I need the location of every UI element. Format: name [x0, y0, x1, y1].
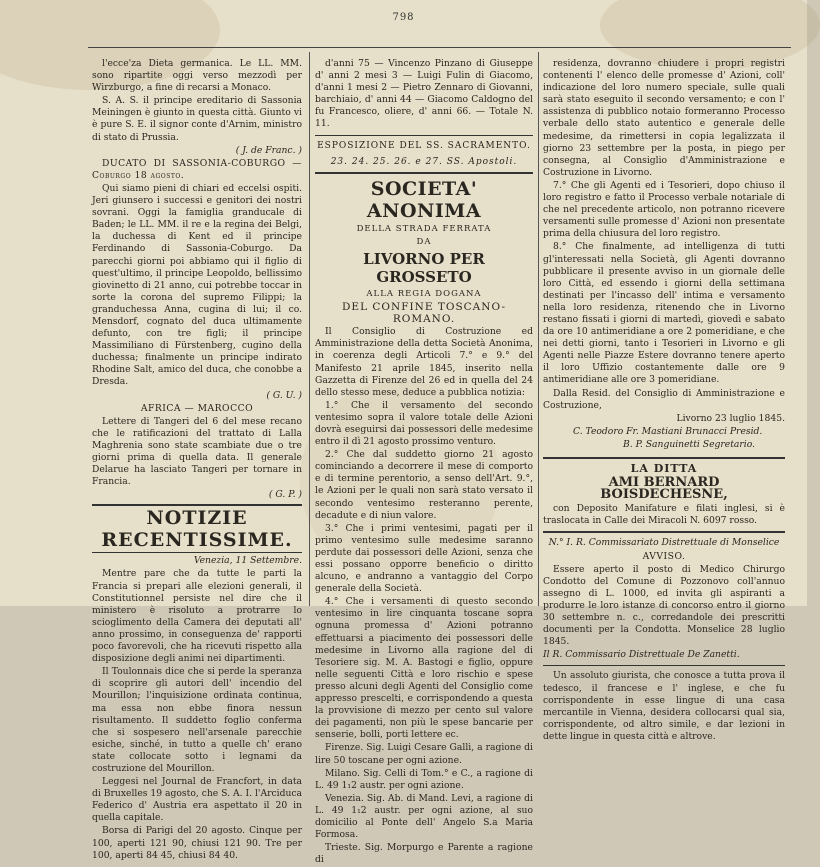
top-rule	[88, 47, 791, 48]
paragraph: 8.° Che finalmente, ad intelligenza di tutti gl'interessati nella Società, gli Agenti dovranno pubblicare il presente avviso in un giornale delle loro Città, ed essendo i giorni della settimana destinati per l'incasso dell' intima e versamento nella loro residenza, ritenendo che in Livorno restano fissati i giorni di martedì, giovedì e sabato da ore 10 antimeridiane a ore 2 pomeridiane, e che nei detti giorni, tanto i Tesorieri in Livorno e gli Agenti nelle Piazze Estere dovranno tenere aperto il loro Uffizio costantemente dalle ore 9 antimeridiane alle ore 3 pomeridiane.	[543, 241, 785, 386]
source-signature: ( G. U. )	[266, 389, 302, 401]
paragraph: l'ecce'za Dieta germanica. Le LL. MM. sono ripartite oggi verso mezzodì per Wirzburgo, a fine di recarsi a Monaco.	[92, 58, 302, 94]
column-divider	[538, 52, 539, 606]
notice-heading: N.° I. R. Commissariato Distrettuale di Monselice	[548, 537, 780, 549]
esposizione-heading: ESPOSIZIONE DEL SS. SACRAMENTO.	[317, 140, 531, 151]
esposizione-text: 23. 24. 25. 26. e 27. SS. Apostoli.	[330, 156, 518, 167]
paragraph: residenza, dovranno chiudere i propri registri contenenti l' elenco delle promesse d' Azioni, coll' indicazione del loro numero speciale, sulle quali sarà stato eseguito il secondo versamento; e con l' assistenza di pubblico notaio formeranno Processo verbale dello stato autentico e generale delle medesime, da rimettersi in copia legalizzata il giorno 23 settembre per la posta, in piego per consegna, al Consiglio d'Amministrazione e Costruzione in Livorno.	[543, 58, 785, 178]
column-middle	[315, 58, 533, 867]
ditta-heading: LA DITTA	[543, 457, 785, 475]
source-signature: ( J. de Franc. )	[235, 144, 302, 156]
notice-subheading: AVVISO.	[642, 550, 686, 562]
agent-entry: Firenze. Sig. Luigi Cesare Galli, a ragione di lire 50 toscane per ogni azione.	[315, 742, 533, 766]
paragraph: Mentre pare che da tutte le parti la Francia si prepari alle elezioni generali, il Constitutionnel persiste nel dire che il ministero è risoluto a protrarre lo scioglimento della Camera dei deputati all' anno prossimo, in conseguenza de' rapporti poco favorevoli, che ha ricevuti rispetto alla disposizione degli animi nei dipartimenti.	[92, 568, 302, 665]
agent-entry: Trieste. Sig. Morpurgo e Parente a ragione di	[315, 842, 533, 866]
notizie-heading: NOTIZIE RECENTISSIME.	[92, 504, 302, 553]
source-signature: ( G. P. )	[268, 489, 302, 501]
paragraph: Borsa di Parigi del 20 agosto. Cinque per 100, aperti 121 90, chiusi 121 90. Tre per 100, aperti 84 45, chiusi 84 40.	[92, 825, 302, 861]
column-right	[543, 58, 785, 744]
paragraph: 3.° Che i primi ventesimi, pagati per il primo ventesimo sulle medesime saranno perdute dai possessori delle Azioni, senza che essi possano opporre beneficio o diritto alcuno, e andranno a vantaggio del Corpo generale della Società.	[315, 522, 533, 595]
society-subtitle: ALLA REGIA DOGANA	[366, 288, 482, 299]
ditta-name: AMI BERNARD BOISDECHESNE,	[600, 475, 728, 503]
paragraph: Dalla Resid. del Consiglio di Amministrazione e Costruzione,	[543, 387, 785, 411]
date-line: Livorno 23 luglio 1845.	[676, 412, 785, 424]
paragraph: Lettere di Tangeri del 6 del mese recano che le ratificazioni del trattato di Lalla Maghrenia sono state scambiate due o tre giorni prima di quella data. Il generale Delarue ha lasciato Tangeri per tornare in Francia.	[92, 415, 302, 488]
paragraph: Il Toulonnais dice che si perde la speranza di scoprire gli autori dell' incendio del Mourillon; l'inquisizione ordinata continua, ma essa non ebbe finora nessun risultamento. Il suddetto foglio conferma che si sospesero nell'arsenale parecchie esiche, sinché, in tutto a quelle ch' erano state collocate sotto i legnami da costruzione del Mourillon.	[92, 666, 302, 774]
signature: Il R. Commissario Distrettuale De Zanetti.	[543, 649, 740, 661]
society-title: SOCIETA' ANONIMA	[366, 177, 482, 222]
column-divider	[309, 52, 310, 606]
society-route: LIVORNO PER GROSSETO	[363, 249, 485, 286]
society-subtitle: DA	[416, 236, 432, 247]
paragraph: Leggesi nel Journal de Francfort, in data di Bruxelles 19 agosto, che S. A. I. l'Arciduca Federico d' Austria era aspettato il 20 in quella capitale.	[92, 776, 302, 824]
paragraph: Il Consiglio di Costruzione ed Amministrazione della detta Società Anonima, in coerenza degli Articoli 7.° e 9.° del Manifesto 21 aprile 1845, inserito nella Gazzetta di Firenze del 26 ed in quella del 24 dello stesso mese, deduce a pubblica notizia:	[315, 326, 533, 398]
paragraph: 2.° Che dal suddetto giorno 21 agosto cominciando a decorrere il mese di comporto e di termine perentorio, a senso dell'Art. 9.°, le Azioni per le quali non sarà stato versato il secondo ventesimo resteranno perente, decadute e di niun valore.	[315, 449, 533, 521]
column-left	[92, 58, 302, 863]
divider	[315, 172, 533, 174]
paragraph: con Deposito Manifature e filati inglesi, si è traslocata in Calle dei Miracoli N. 6097 rosso.	[543, 503, 785, 527]
dateline: Venezia, 11 Settembre.	[193, 555, 302, 567]
divider	[315, 135, 533, 136]
signature: C. Teodoro Fr. Mastiani Brunacci Presid.	[573, 425, 763, 437]
paragraph: d'anni 75 — Vincenzo Pinzano di Giuseppe d' anni 2 mesi 3 — Luigi Fulin di Giacomo, d'anni 1 mesi 2 — Pietro Zennaro di Giovanni, barchiaio, d' anni 44 — Giacomo Caldogno del fu Francesco, oliere, d' anni 66. — Totale N. 11.	[315, 58, 533, 130]
paragraph: Qui siamo pieni di chiari ed eccelsi ospiti. Jeri giunsero i successi e genitori dei nostri sovrani. Oggi la famiglia granducale di Baden; le LL. MM. il re e la regina dei Belgi, la duchessa di Kent ed il principe Ferdinando di Sassonia-Coburgo. Da parecchi giorni poi abbiamo qui il figlio di quest'ultimo, il principe Leopoldo, bellissimo giovinetto di 21 anno, cui potrebbe toccar in sorte la corona del supremo Filippi; la granduchessa Anna, cugina di lui; il co. Mensdorf, cognato del duca ultimamente defunto, con tre figli; il principe Massimiliano di Fürstenberg, cugino della duchessa; finalmente un principe indirato Rhodine Salt, amico del duca, che conobbe a Dresda.	[92, 182, 302, 388]
paragraph: 4.° Che i versamenti di questo secondo ventesimo in lire cinquanta toscane sopra ognuna promessa d' Azioni potranno effettuarsi a piacimento dei possessori delle medesime in Livorno alla ragione del di Tesoriere sig. M. A. Bastogi e figlio, oppure nelle seguenti Città e loro rischio e spese presso alcuni degli Agenti del Consiglio come appresso prescelti, e corrispondendo a questa la provvisione di mezzo per cento sul valore dei pagamenti, non più le spese bancarie per senserie, bolli, porti lettere ec.	[315, 596, 533, 741]
divider	[543, 531, 785, 533]
paragraph: Un assoluto giurista, che conosce a tutta prova il tedesco, il francese e l' inglese, e che fu corrispondente in esse lingue di una casa mercantile in Vienna, desidera collocarsi qual sia, corrispondente, od altro simile, e dar lezioni in dette lingue in questa città e altrove.	[543, 670, 785, 742]
agent-entry: Milano. Sig. Celli di Tom.° e C., a ragione di L. 49 1₁2 austr. per ogni azione.	[315, 767, 533, 791]
paragraph: S. A. S. il principe ereditario di Sassonia Meiningen è giunto in questa città. Giunto vi è pure S. E. il signor conte d'Arnim, ministro di stato di Prussia.	[92, 95, 302, 143]
page-number: 798	[392, 12, 415, 23]
society-subtitle: DEL CONFINE TOSCANO-ROMANO.	[342, 301, 506, 326]
paragraph: 7.° Che gli Agenti ed i Tesorieri, dopo chiuso il loro registro e fatto il Processo verbale notariale di che nel precedente articolo, non potranno ricevere versamenti sulle promesse d' Azioni non presentate prima della chiusura del loro registro.	[543, 179, 785, 240]
section-heading: AFRICA — MAROCCO	[140, 402, 254, 414]
paragraph: 1.° Che il versamento del secondo ventesimo sopra il valore totale delle Azioni dovrà eseguirsi dai possessori delle medesime entro il dì 21 agosto prossimo venturo.	[315, 399, 533, 448]
dateline: DUCATO DI SASSONIA-COBURGO — Coburgo 18 agosto.	[92, 157, 302, 181]
paragraph: Essere aperto il posto di Medico Chirurgo Condotto del Comune di Pozzonovo coll'annuo assegno di L. 1000, ed invita gli aspiranti a produrre le loro istanze di concorso entro il giorno 30 settembre n. c., corredandole dei prescritti documenti per la Condotta. Monselice 28 luglio 1845.	[543, 563, 785, 648]
signature: B. P. Sanguinetti Segretario.	[623, 438, 756, 450]
agent-entry: Venezia. Sig. Ab. di Mand. Levi, a ragione di L. 49 1₁2 austr. per ogni azione, al suo domicilio al Ponte dell' Angelo S.a Maria Formosa.	[315, 792, 533, 841]
divider	[543, 665, 785, 666]
society-subtitle: DELLA STRADA FERRATA	[356, 223, 492, 234]
